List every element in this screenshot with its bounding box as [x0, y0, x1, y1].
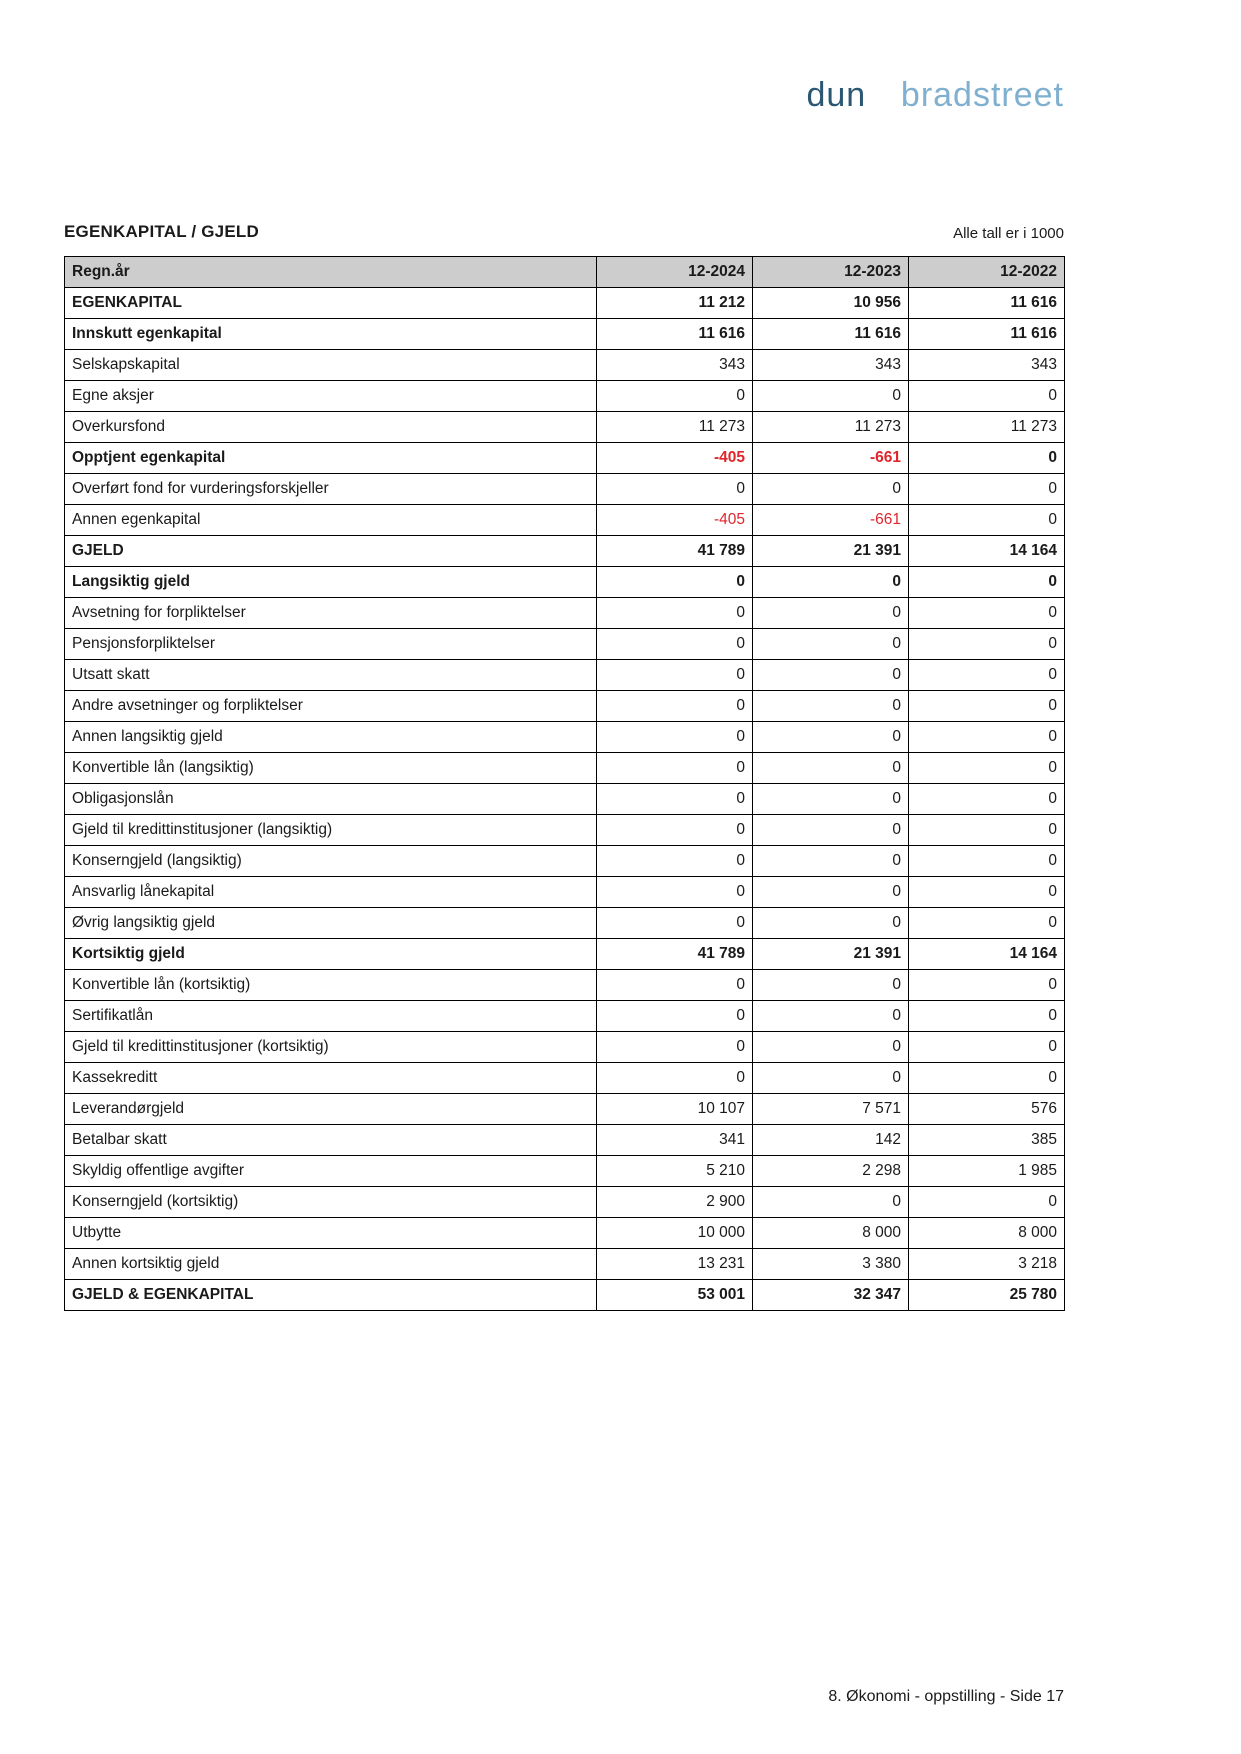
cell-value: 32 347 — [753, 1280, 909, 1311]
table-row — [65, 815, 1065, 846]
cell-value: 343 — [909, 350, 1065, 381]
table-row — [65, 629, 1065, 660]
cell-value: 0 — [909, 567, 1065, 598]
cell-value: 1 985 — [909, 1156, 1065, 1187]
cell-value: -661 — [753, 505, 909, 536]
table-row — [65, 288, 1065, 319]
cell-value: 343 — [753, 350, 909, 381]
cell-value: 0 — [753, 381, 909, 412]
cell-value: 0 — [909, 815, 1065, 846]
row-label: Leverandørgjeld — [65, 1094, 597, 1125]
cell-value: 7 571 — [753, 1094, 909, 1125]
page-footer: 8. Økonomi - oppstilling - Side 17 — [828, 1688, 1064, 1705]
cell-value: 0 — [753, 815, 909, 846]
cell-value: 21 391 — [753, 536, 909, 567]
cell-value: 0 — [597, 1001, 753, 1032]
row-label: Utsatt skatt — [65, 660, 597, 691]
cell-value: 14 164 — [909, 939, 1065, 970]
units-note: Alle tall er i 1000 — [953, 225, 1064, 242]
row-label: Konserngjeld (kortsiktig) — [65, 1187, 597, 1218]
cell-value: 0 — [909, 598, 1065, 629]
cell-value: 0 — [909, 877, 1065, 908]
cell-value: 0 — [753, 567, 909, 598]
row-label: Avsetning for forpliktelser — [65, 598, 597, 629]
cell-value: 41 789 — [597, 536, 753, 567]
row-label: Kassekreditt — [65, 1063, 597, 1094]
cell-value: 0 — [597, 381, 753, 412]
table-row — [65, 381, 1065, 412]
row-label: Obligasjonslån — [65, 784, 597, 815]
column-header-year: 12-2022 — [909, 257, 1065, 288]
cell-value: 11 273 — [909, 412, 1065, 443]
table-header-row — [65, 257, 1065, 288]
cell-value: 0 — [909, 629, 1065, 660]
row-label: Innskutt egenkapital — [65, 319, 597, 350]
cell-value: 0 — [909, 1187, 1065, 1218]
cell-value: 0 — [909, 908, 1065, 939]
page-title: EGENKAPITAL / GJELD — [64, 222, 259, 241]
table-row — [65, 722, 1065, 753]
table-row — [65, 1249, 1065, 1280]
table-row — [65, 1280, 1065, 1311]
table-row — [65, 939, 1065, 970]
table-row — [65, 412, 1065, 443]
cell-value: 0 — [597, 753, 753, 784]
cell-value: -405 — [597, 505, 753, 536]
cell-value: 3 218 — [909, 1249, 1065, 1280]
cell-value: 0 — [753, 660, 909, 691]
row-label: Konvertible lån (langsiktig) — [65, 753, 597, 784]
row-label: Sertifikatlån — [65, 1001, 597, 1032]
table-row — [65, 443, 1065, 474]
cell-value: 0 — [597, 567, 753, 598]
cell-value: 0 — [909, 381, 1065, 412]
row-label: Annen langsiktig gjeld — [65, 722, 597, 753]
table-row — [65, 350, 1065, 381]
row-label: Konvertible lån (kortsiktig) — [65, 970, 597, 1001]
cell-value: 0 — [597, 722, 753, 753]
cell-value: 0 — [909, 846, 1065, 877]
cell-value: 343 — [597, 350, 753, 381]
row-label: GJELD — [65, 536, 597, 567]
cell-value: 0 — [753, 1001, 909, 1032]
table-row — [65, 846, 1065, 877]
cell-value: 0 — [597, 815, 753, 846]
row-label: Annen kortsiktig gjeld — [65, 1249, 597, 1280]
cell-value: 8 000 — [909, 1218, 1065, 1249]
table-row — [65, 1187, 1065, 1218]
row-label: Ansvarlig lånekapital — [65, 877, 597, 908]
column-header-year: 12-2024 — [597, 257, 753, 288]
row-label: Konserngjeld (langsiktig) — [65, 846, 597, 877]
cell-value: 0 — [909, 1001, 1065, 1032]
cell-value: 0 — [597, 784, 753, 815]
cell-value: 0 — [597, 970, 753, 1001]
row-label: Skyldig offentlige avgifter — [65, 1156, 597, 1187]
cell-value: 0 — [753, 474, 909, 505]
row-label: Selskapskapital — [65, 350, 597, 381]
row-label: Gjeld til kredittinstitusjoner (langsiktig) — [65, 815, 597, 846]
cell-value: 142 — [753, 1125, 909, 1156]
table-row — [65, 1032, 1065, 1063]
column-header-year: 12-2023 — [753, 257, 909, 288]
cell-value: -405 — [597, 443, 753, 474]
cell-value: 11 212 — [597, 288, 753, 319]
cell-value: 0 — [909, 1032, 1065, 1063]
table-row — [65, 1156, 1065, 1187]
cell-value: 0 — [597, 908, 753, 939]
cell-value: 11 616 — [597, 319, 753, 350]
table-body — [65, 288, 1065, 1311]
cell-value: 0 — [753, 877, 909, 908]
cell-value: 0 — [909, 660, 1065, 691]
cell-value: 11 273 — [753, 412, 909, 443]
cell-value: 0 — [909, 753, 1065, 784]
table-row — [65, 1094, 1065, 1125]
table-row — [65, 908, 1065, 939]
cell-value: 11 616 — [753, 319, 909, 350]
cell-value: 0 — [909, 1063, 1065, 1094]
cell-value: 0 — [597, 691, 753, 722]
row-label: Pensjonsforpliktelser — [65, 629, 597, 660]
cell-value: 0 — [909, 722, 1065, 753]
table-row — [65, 474, 1065, 505]
cell-value: 0 — [909, 474, 1065, 505]
table-row — [65, 598, 1065, 629]
cell-value: 0 — [597, 1063, 753, 1094]
cell-value: 0 — [753, 846, 909, 877]
cell-value: 0 — [597, 598, 753, 629]
table-row — [65, 970, 1065, 1001]
row-label: Egne aksjer — [65, 381, 597, 412]
document-title-row — [64, 222, 1064, 242]
dun-bradstreet-logo: dun & bradstreet — [806, 67, 1064, 119]
table-row — [65, 1063, 1065, 1094]
cell-value: 2 900 — [597, 1187, 753, 1218]
cell-value: 0 — [597, 660, 753, 691]
cell-value: 0 — [597, 474, 753, 505]
row-label: Andre avsetninger og forpliktelser — [65, 691, 597, 722]
cell-value: 11 616 — [909, 319, 1065, 350]
cell-value: 0 — [753, 753, 909, 784]
table-row — [65, 1001, 1065, 1032]
cell-value: 3 380 — [753, 1249, 909, 1280]
row-label: Øvrig langsiktig gjeld — [65, 908, 597, 939]
cell-value: 41 789 — [597, 939, 753, 970]
cell-value: 5 210 — [597, 1156, 753, 1187]
cell-value: 11 616 — [909, 288, 1065, 319]
row-label: GJELD & EGENKAPITAL — [65, 1280, 597, 1311]
row-label: Kortsiktig gjeld — [65, 939, 597, 970]
table-header — [65, 257, 1065, 288]
table-row — [65, 1125, 1065, 1156]
cell-value: 14 164 — [909, 536, 1065, 567]
table-row — [65, 753, 1065, 784]
row-label: Overført fond for vurderingsforskjeller — [65, 474, 597, 505]
cell-value: 2 298 — [753, 1156, 909, 1187]
cell-value: 0 — [909, 505, 1065, 536]
cell-value: 341 — [597, 1125, 753, 1156]
cell-value: 25 780 — [909, 1280, 1065, 1311]
cell-value: 21 391 — [753, 939, 909, 970]
cell-value: 0 — [753, 1032, 909, 1063]
logo-word-bradstreet: bradstreet — [900, 76, 1064, 114]
cell-value: 576 — [909, 1094, 1065, 1125]
cell-value: 0 — [753, 691, 909, 722]
table-row — [65, 784, 1065, 815]
cell-value: 10 000 — [597, 1218, 753, 1249]
logo-word-dun: dun — [806, 76, 867, 114]
cell-value: 11 273 — [597, 412, 753, 443]
cell-value: 0 — [753, 908, 909, 939]
table-row — [65, 691, 1065, 722]
table-row — [65, 505, 1065, 536]
column-header-label: Regn.år — [65, 257, 597, 288]
table-row — [65, 567, 1065, 598]
cell-value: 385 — [909, 1125, 1065, 1156]
row-label: Opptjent egenkapital — [65, 443, 597, 474]
table-row — [65, 319, 1065, 350]
cell-value: 13 231 — [597, 1249, 753, 1280]
equity-debt-table — [64, 256, 1065, 1311]
cell-value: 0 — [909, 443, 1065, 474]
row-label: Gjeld til kredittinstitusjoner (kortsiktig) — [65, 1032, 597, 1063]
cell-value: 0 — [909, 691, 1065, 722]
row-label: Betalbar skatt — [65, 1125, 597, 1156]
table-row — [65, 1218, 1065, 1249]
cell-value: 0 — [909, 970, 1065, 1001]
cell-value: 0 — [597, 629, 753, 660]
cell-value: 53 001 — [597, 1280, 753, 1311]
cell-value: 10 956 — [753, 288, 909, 319]
cell-value: 0 — [753, 970, 909, 1001]
cell-value: 0 — [597, 846, 753, 877]
row-label: EGENKAPITAL — [65, 288, 597, 319]
cell-value: 0 — [909, 784, 1065, 815]
cell-value: 0 — [597, 877, 753, 908]
cell-value: 8 000 — [753, 1218, 909, 1249]
cell-value: 10 107 — [597, 1094, 753, 1125]
cell-value: 0 — [753, 1187, 909, 1218]
table-row — [65, 660, 1065, 691]
cell-value: 0 — [597, 1032, 753, 1063]
table-row — [65, 877, 1065, 908]
cell-value: 0 — [753, 784, 909, 815]
row-label: Utbytte — [65, 1218, 597, 1249]
row-label: Overkursfond — [65, 412, 597, 443]
row-label: Langsiktig gjeld — [65, 567, 597, 598]
row-label: Annen egenkapital — [65, 505, 597, 536]
cell-value: -661 — [753, 443, 909, 474]
cell-value: 0 — [753, 598, 909, 629]
cell-value: 0 — [753, 1063, 909, 1094]
cell-value: 0 — [753, 629, 909, 660]
table-row — [65, 536, 1065, 567]
cell-value: 0 — [753, 722, 909, 753]
